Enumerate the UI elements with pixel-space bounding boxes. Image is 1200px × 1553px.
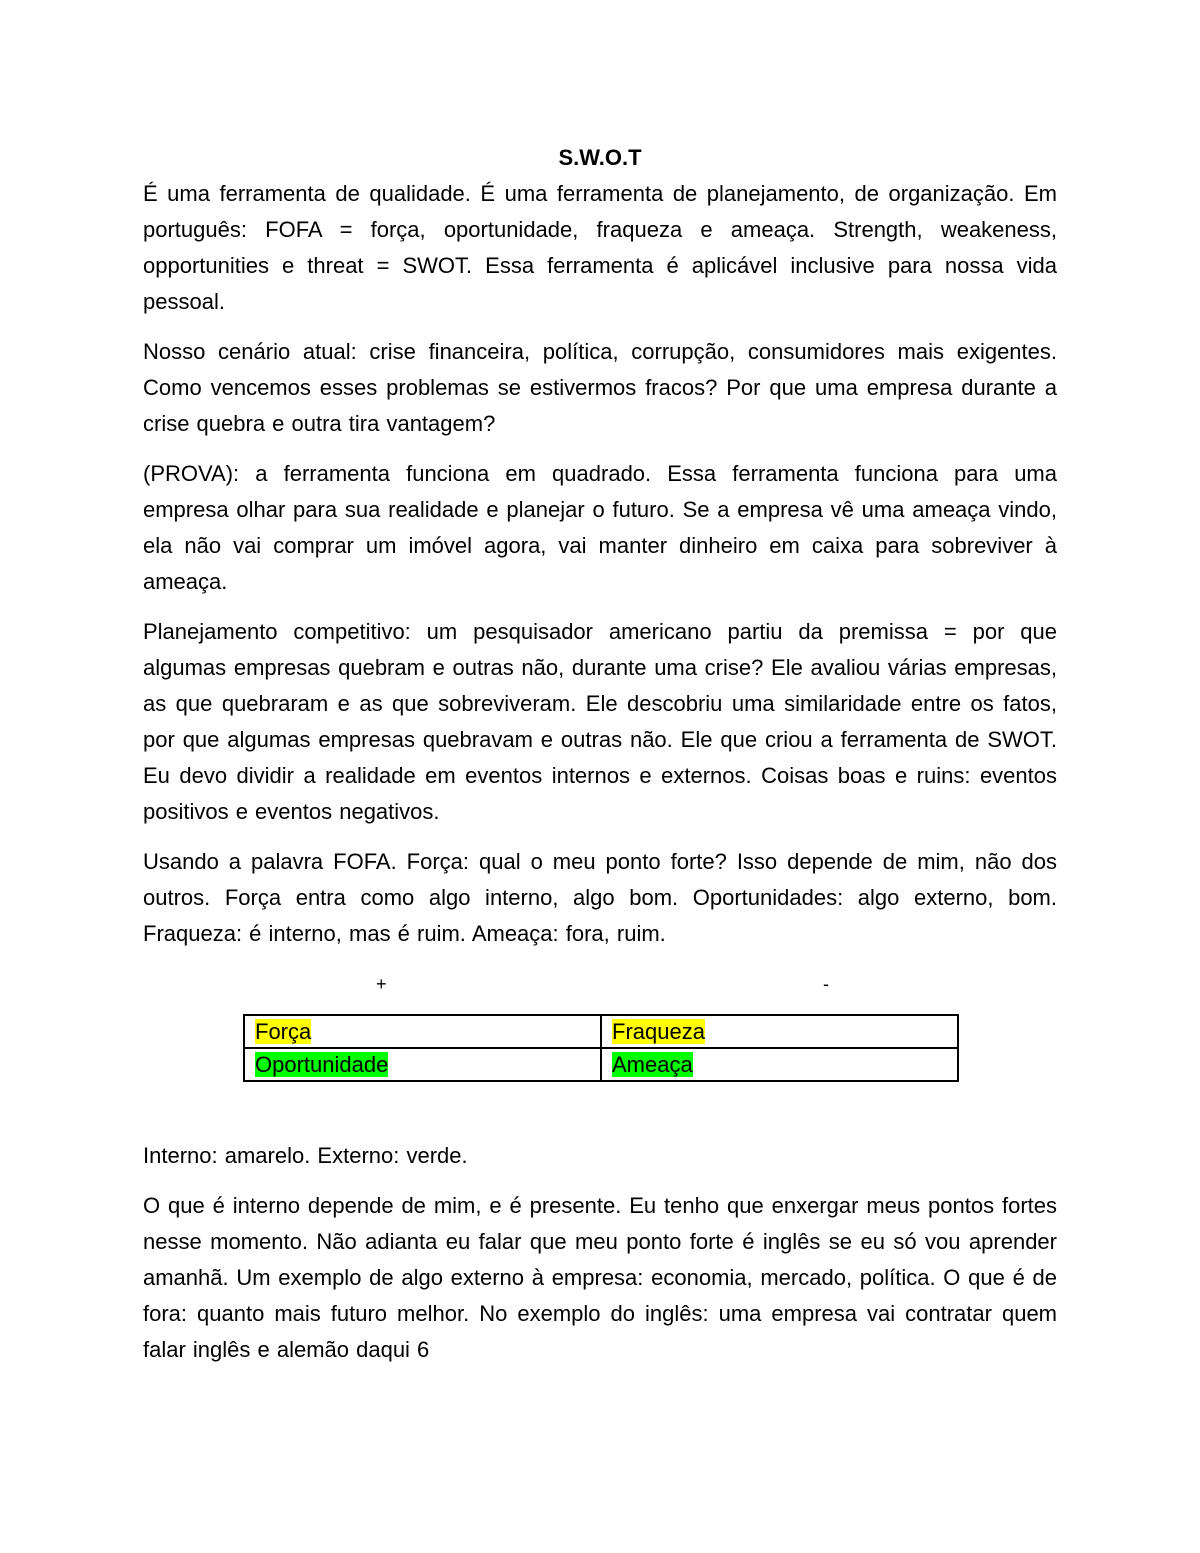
table-cell-weakness — [601, 1015, 958, 1048]
negative-sign: - — [823, 974, 829, 994]
swot-table — [243, 1014, 959, 1082]
paragraph-internal-external: O que é interno depende de mim, e é presente. Eu tenho que enxergar meus pontos fortes nesse momento. Não adianta eu falar que meu ponto forte é inglês se eu só vou aprender amanhã. Um exemplo de algo externo à empresa: economia, mercado, política. O que é de fora: quanto mais futuro melhor. No exemplo do inglês: uma empresa vai contratar quem falar inglês e alemão daqui 6 — [143, 1193, 1057, 1362]
opportunity-label: Oportunidade — [255, 1052, 389, 1077]
table-row — [244, 1048, 958, 1081]
table-cell-strength — [244, 1015, 601, 1048]
threat-label: Ameaça — [612, 1052, 693, 1077]
table-row — [244, 1015, 958, 1048]
paragraph-prova: (PROVA): a ferramenta funciona em quadrado. Essa ferramenta funciona para uma empresa olhar para sua realidade e planejar o futuro. Se a empresa vê uma ameaça vindo, ela não vai comprar um imóvel agora, vai manter dinheiro em caixa para sobreviver à ameaça. — [143, 461, 1057, 594]
strength-label: Força — [255, 1019, 312, 1044]
paragraph-definition: É uma ferramenta de qualidade. É uma ferramenta de planejamento, de organização. Em português: FOFA = força, oportunidade, fraqueza e ameaça. Strength, weakeness, opportunities e threat = SWOT. Essa ferramenta é aplicável inclusive para nossa vida pessoal. — [143, 181, 1057, 314]
positive-sign: + — [376, 974, 387, 994]
paragraph-fofa: Usando a palavra FOFA. Força: qual o meu ponto forte? Isso depende de mim, não dos outros. Força entra como algo interno, algo bom. Oportunidades: algo externo, bom. Fraqueza: é interno, mas é ruim. Ameaça: fora, ruim. — [143, 849, 1057, 946]
paragraph-competitive-planning: Planejamento competitivo: um pesquisador americano partiu da premissa = por que algumas empresas quebram e outras não, durante uma crise? Ele avaliou várias empresas, as que quebraram e as que sobreviveram. Ele descobriu uma similaridade entre os fatos, por que algumas empresas quebravam e outras não. Ele que criou a ferramenta de SWOT. Eu devo dividir a realidade em eventos internos e externos. Coisas boas e ruins: eventos positivos e eventos negativos. — [143, 619, 1057, 824]
document-body — [143, 140, 1057, 1382]
paragraph-color-legend: Interno: amarelo. Externo: verde. — [143, 1143, 468, 1168]
table-cell-threat — [601, 1048, 958, 1081]
table-cell-opportunity — [244, 1048, 601, 1081]
table-sign-row — [143, 974, 1057, 1010]
paragraph-scenario: Nosso cenário atual: crise financeira, política, corrupção, consumidores mais exigentes. Como vencemos esses problemas se estivermos fracos? Por que uma empresa durante a crise quebra e outra tira vantagem? — [143, 339, 1057, 436]
document-title: S.W.O.T — [558, 145, 642, 170]
weakness-label: Fraqueza — [612, 1019, 705, 1044]
